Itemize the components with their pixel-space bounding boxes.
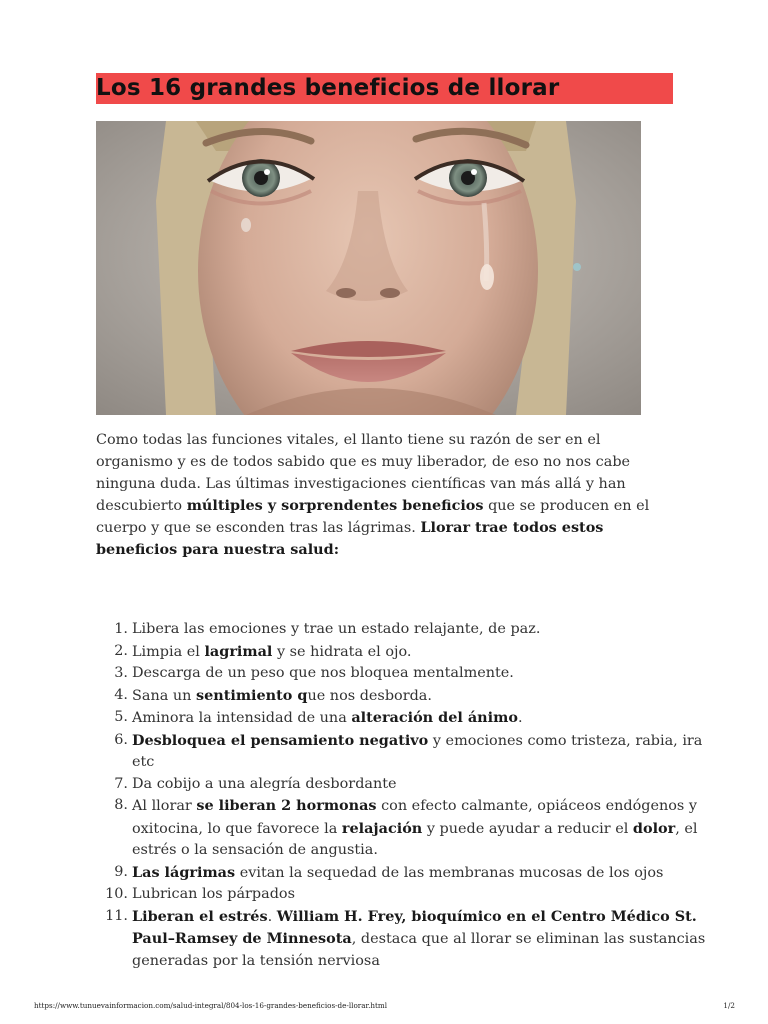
item-number: 11. — [105, 907, 128, 924]
item-bold: Desbloquea el pensamiento negativo — [132, 731, 429, 749]
item-number: 8. — [114, 797, 128, 813]
item-text: Libera las emociones y trae un estado relajante, de paz. — [132, 621, 541, 637]
item-bold: relajación — [341, 819, 423, 837]
item-number: 9. — [114, 863, 128, 880]
item-bold: William H. Frey, bioquímico en el Centro Médico St. Paul–Ramsey de Minnesota — [132, 907, 697, 947]
list-item — [114, 685, 722, 708]
list-item — [105, 906, 722, 973]
item-text: ue nos desborda. — [307, 687, 432, 704]
item-text: , el estrés o la sensación de angustia. — [132, 820, 698, 858]
list-item — [114, 641, 722, 664]
item-text: y se hidrata el ojo. — [272, 643, 412, 660]
footer-page-number: 1/2 — [723, 1001, 735, 1010]
list-item — [114, 730, 722, 774]
item-text: Limpia el — [132, 643, 205, 660]
list-item — [114, 795, 722, 862]
photo-illustration — [96, 121, 641, 415]
intro-text-2: que se producen en el cuerpo y que se esconden tras las lágrimas. — [96, 498, 650, 536]
intro-bold-1: múltiples y sorprendentes beneficios — [186, 497, 484, 514]
intro-bold-2: Llorar trae todos estos beneficios para nuestra salud: — [96, 519, 604, 558]
item-number: 6. — [114, 731, 128, 748]
list-item — [114, 707, 722, 730]
benefits-list — [96, 619, 722, 972]
list-item — [105, 884, 722, 906]
item-text: Al llorar — [132, 798, 197, 814]
item-text: . — [267, 908, 277, 925]
item-number: 1. — [114, 621, 128, 637]
item-text: Lubrican los párpados — [132, 886, 295, 902]
item-number: 2. — [114, 642, 128, 659]
item-text: y emociones como tristeza, rabia, ira etc — [132, 732, 703, 770]
item-bold: dolor — [632, 819, 676, 837]
item-text: evitan la sequedad de las membranas mucosas de los ojos — [235, 864, 664, 881]
list-item — [114, 663, 722, 685]
item-bold: sentimiento q — [195, 686, 308, 704]
item-text: Da cobijo a una alegría desbordante — [132, 775, 397, 792]
item-number: 3. — [114, 665, 128, 681]
item-bold: lagrimal — [204, 642, 273, 660]
list-item — [114, 774, 722, 796]
item-bold: alteración del ánimo — [351, 709, 518, 726]
list-item — [114, 619, 722, 641]
item-number: 5. — [114, 709, 128, 725]
item-text: con efecto calmante, opiáceos endógenos y oxitocina, lo que favorece la — [132, 798, 697, 837]
item-bold: se liberan 2 hormonas — [196, 797, 377, 814]
footer-url: https://www.tunuevainformacion.com/salud-integral/804-los-16-grandes-beneficios-de-llorar.html — [34, 1001, 388, 1010]
item-text: Sana un — [132, 687, 196, 704]
list-item — [114, 862, 722, 885]
item-text: y puede ayudar a reducir el — [422, 820, 633, 837]
intro-text-1: Como todas las funciones vitales, el llanto tiene su razón de ser en el organismo y es de todos sabido que es muy liberador, de eso no nos cabe ninguna duda. Las últimas investigaciones científicas van más allá y han descubierto — [96, 432, 631, 514]
item-bold: Liberan el estrés — [132, 907, 268, 925]
item-text: Descarga de un peso que nos bloquea mentalmente. — [132, 665, 514, 681]
item-number: 10. — [105, 886, 128, 902]
crying-woman-photo — [96, 121, 641, 415]
page-title: Los 16 grandes beneficios de llorar — [96, 75, 560, 101]
item-number: 7. — [114, 775, 128, 792]
intro-paragraph — [96, 429, 676, 561]
item-text: . — [517, 710, 523, 726]
item-number: 4. — [114, 686, 128, 703]
item-text: Aminora la intensidad de una — [132, 710, 352, 726]
item-bold: Las lágrimas — [132, 863, 236, 881]
item-text: , destaca que al llorar se eliminan las sustancias generadas por la tensión nerviosa — [132, 931, 706, 969]
